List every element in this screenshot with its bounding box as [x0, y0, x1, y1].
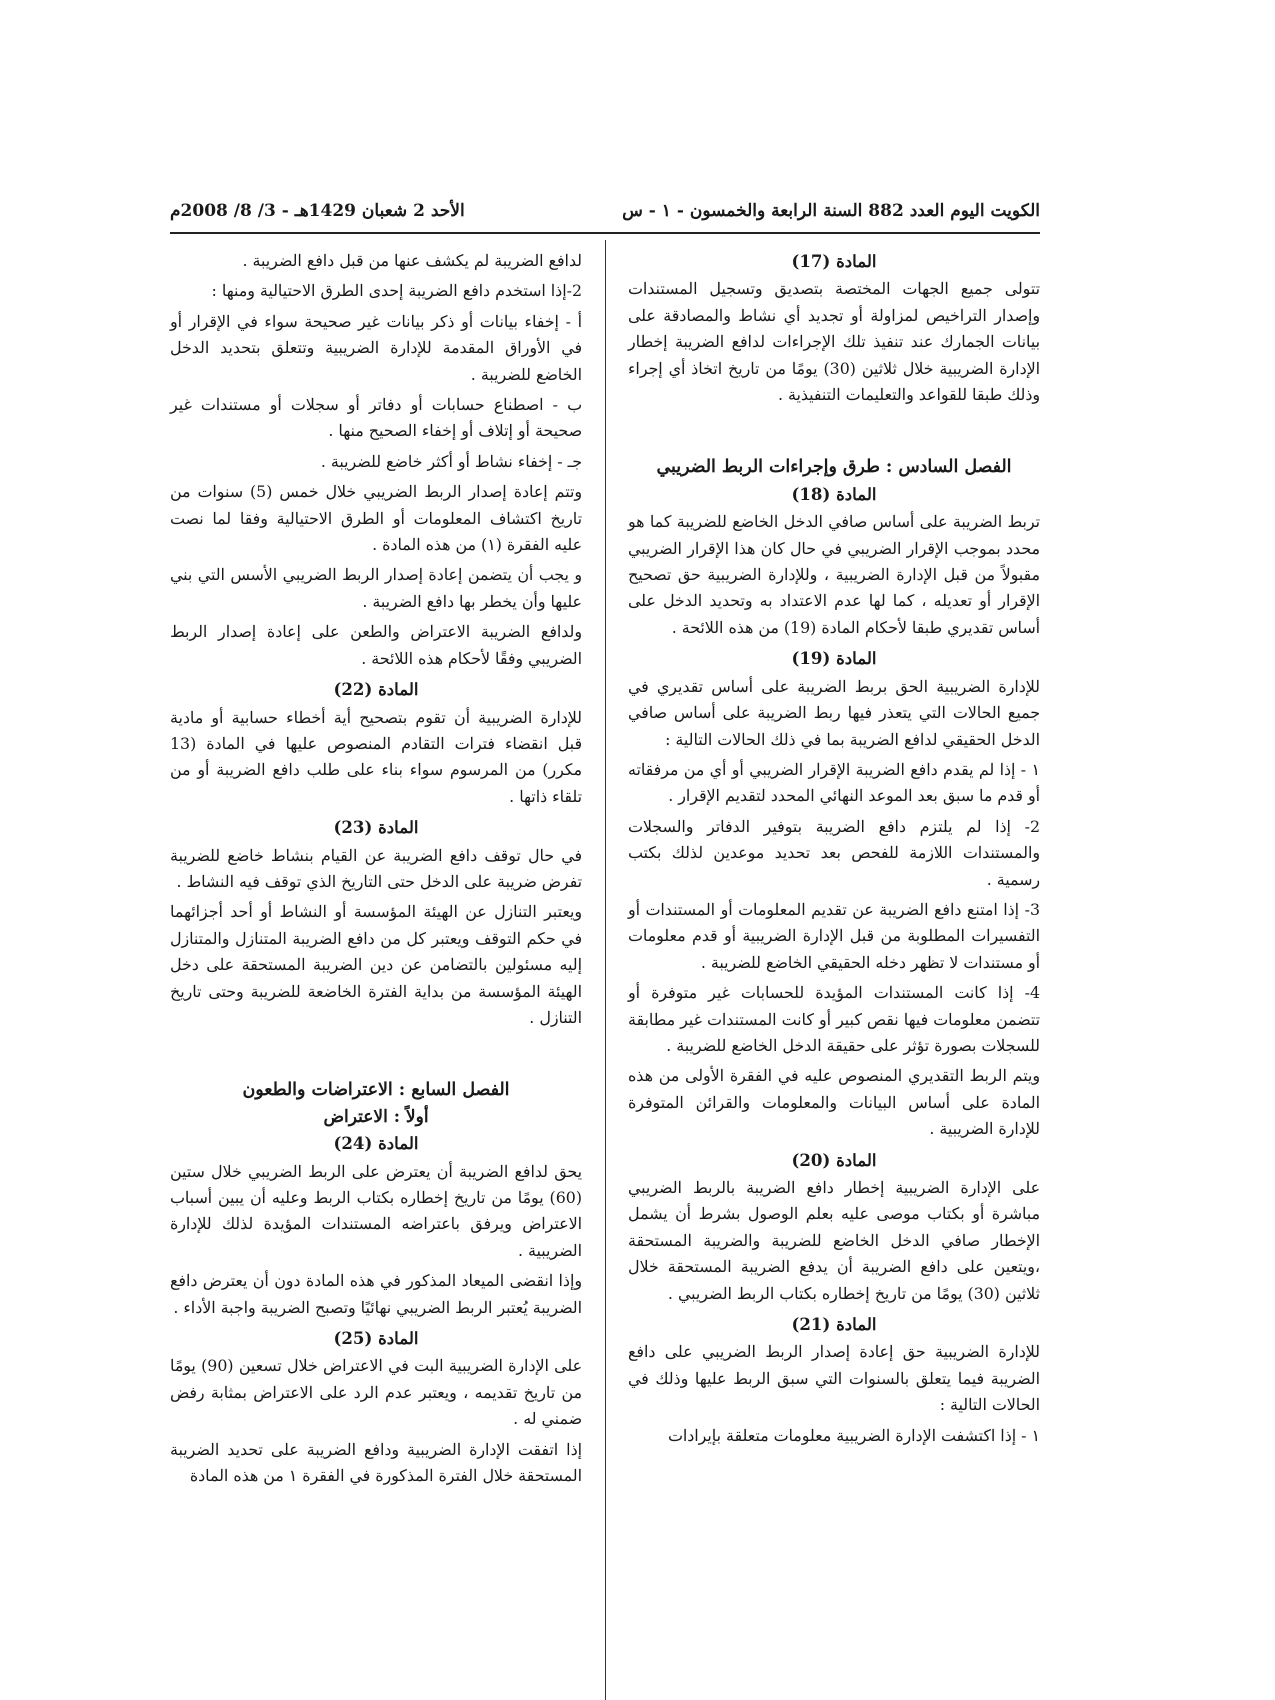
article-heading: المادة (19) [791, 648, 877, 669]
paragraph: وإذا انقضى الميعاد المذكور في هذه المادة دون أن يعترض دافع الضريبة يُعتبر الربط الضريبي نهائيًا وتصبح الضريبة واجبة الأداء . [170, 1271, 582, 1317]
article-heading: المادة (25) [333, 1328, 419, 1349]
article-heading: المادة (18) [791, 483, 877, 504]
paragraph: 3- إذا امتنع دافع الضريبة عن تقديم المعلومات أو المستندات أو التفسيرات المطلوبة من قبل الإدارة الضريبية أو قدم معلومات أو مستندات لا تظهر دخله الحقيقي الخاضع للضريبة . [628, 899, 1040, 972]
article-heading: المادة (22) [333, 679, 419, 700]
running-header [170, 196, 1040, 226]
paragraph: ولدافع الضريبة الاعتراض والطعن على إعادة إصدار الربط الضريبي وفقًا لأحكام هذه اللائحة . [170, 622, 582, 668]
column-divider [605, 240, 606, 1700]
section-gap [170, 1035, 582, 1069]
paragraph: تربط الضريبة على أساس صافي الدخل الخاضع للضريبة كما هو محدد بموجب الإقرار الضريبي في حال كان هذا الإقرار الضريبي مقبولاً من قبل الإدارة الضريبية ، وللإدارة الضريبية حق تصحيح الإقرار أو تعديله ، كما لها عدم الاعتداد به وتحديد الدخل على أساس تقديري طبقا لأحكام المادة (19) من هذه اللائحة . [628, 512, 1040, 637]
paragraph: جـ - إخفاء نشاط أو أكثر خاضع للضريبة . [320, 451, 582, 471]
article-heading: المادة (21) [791, 1314, 877, 1335]
paragraph: للإدارة الضريبية حق إعادة إصدار الربط الضريبي على دافع الضريبة فيما يتعلق بالسنوات التي سبق الربط عليها وذلك في الحالات التالية : [628, 1342, 1040, 1415]
paragraph: 4- إذا كانت المستندات المؤيدة للحسابات غير متوفرة أو تتضمن معلومات فيها نقص كبير أو كانت المستندات غير مطابقة للسجلات بصورة تؤثر على حقيقة الدخل الخاضع للضريبة . [628, 983, 1040, 1055]
paragraph: للإدارة الضريبية أن تقوم بتصحيح أية أخطاء حسابية أو مادية قبل انقضاء فترات التقادم المنصوص عليها في المادة (13 مكرر) من المرسوم سواء بناء على طلب دافع الضريبة أو من تلقاء ذاتها . [170, 707, 582, 806]
header-left-text: الأحد 2 شعبان 1429هـ - 3/ 8/ 2008م [170, 201, 465, 221]
paragraph: يحق لدافع الضريبة أن يعترض على الربط الضريبي خلال ستين (60) يومًا من تاريخ إخطاره بكتاب الربط وعليه أن يبين أسباب الاعتراض ويرفق باعتراضه المستندات المؤيدة لذلك للإدارة الضريبية . [170, 1161, 582, 1260]
section-gap [628, 412, 1040, 446]
paragraph: تتولى جميع الجهات المختصة بتصديق وتسجيل المستندات وإصدار التراخيص لمزاولة أو تجديد أي نشاط والمصادقة على بيانات الجمارك عند تنفيذ تلك الإجراءات لدافع الضريبة إخطار الإدارة الضريبية خلال ثلاثين (30) يومًا من تاريخ اتخاذ أي إجراء وذلك طبقا للقواعد والتعليمات التنفيذية . [628, 279, 1040, 405]
left-column [170, 248, 582, 1493]
paragraph: أ - إخفاء بيانات أو ذكر بيانات غير صحيحة سواء في الإقرار أو في الأوراق المقدمة للإدارة الضريبية وتتعلق بتحديد الدخل الخاضع للضريبة . [170, 311, 582, 384]
article-heading: المادة (20) [791, 1149, 877, 1170]
article-heading: المادة (17) [791, 251, 877, 271]
article-heading: المادة (23) [333, 817, 419, 838]
right-column [628, 248, 1040, 1453]
paragraph: ويتم الربط التقديري المنصوص عليه في الفقرة الأولى من هذه المادة على أساس البيانات والمعلومات والقرائن المتوفرة للإدارة الضريبية . [628, 1066, 1040, 1139]
paragraph: ١ - إذا لم يقدم دافع الضريبة الإقرار الضريبي أو أي من مرفقاته أو قدم ما سبق بعد الموعد النهائي المحدد لتقديم الإقرار . [628, 759, 1040, 806]
paragraph: و يجب أن يتضمن إعادة إصدار الربط الضريبي الأسس التي بني عليها وأن يخطر بها دافع الضريبة . [170, 565, 582, 611]
paragraph: ويعتبر التنازل عن الهيئة المؤسسة أو النشاط أو أحد أجزائهما في حكم التوقف ويعتبر كل من دافع الضريبة المتنازل والمتنازل إليه مسئولين بالتضامن عن دين الضريبة المستحقة على دخل الهيئة المؤسسة من بداية الفترة الخاضعة للضريبة وحتى تاريخ التنازل . [170, 902, 582, 1027]
paragraph: إذا اتفقت الإدارة الضريبية ودافع الضريبة على تحديد الضريبة المستحقة خلال الفترة المذكورة في الفقرة ١ من هذه المادة [170, 1439, 582, 1486]
sub-heading: أولاً : الاعتراض [323, 1106, 429, 1127]
paragraph: وتتم إعادة إصدار الربط الضريبي خلال خمس (5) سنوات من تاريخ اكتشاف المعلومات أو الطرق الاحتيالية وفقا لما نصت عليه الفقرة (١) من هذه المادة . [170, 482, 582, 555]
paragraph: 2-إذا استخدم دافع الضريبة إحدى الطرق الاحتيالية ومنها : [211, 281, 582, 301]
paragraph: في حال توقف دافع الضريبة عن القيام بنشاط خاضع للضريبة تفرض ضريبة على الدخل حتى التاريخ الذي توقف فيه النشاط . [170, 845, 582, 891]
chapter-heading: الفصل السادس : طرق وإجراءات الربط الضريبي [656, 457, 1012, 478]
header-right-text: الكويت اليوم العدد 882 السنة الرابعة والخمسون - ١ - س [622, 201, 1040, 221]
chapter-heading: الفصل السابع : الاعتراضات والطعون [242, 1080, 510, 1101]
paragraph: 2- إذا لم يلتزم دافع الضريبة بتوفير الدفاتر والسجلات والمستندات اللازمة للفحص بعد تحديد موعدين لذلك بكتب رسمية . [628, 816, 1040, 889]
article-heading: المادة (24) [333, 1133, 419, 1154]
paragraph: ١ - إذا اكتشفت الإدارة الضريبية معلومات متعلقة بإيرادات [668, 1425, 1040, 1445]
header-rule [170, 232, 1040, 234]
paragraph: لدافع الضريبة لم يكشف عنها من قبل دافع الضريبة . [242, 251, 582, 270]
paragraph: للإدارة الضريبية الحق بربط الضريبة على أساس تقديري في جميع الحالات التي يتعذر فيها ربط الضريبة على أساس صافي الدخل الحقيقي لدافع الضريبة بما في ذلك الحالات التالية : [628, 676, 1040, 749]
paragraph: على الإدارة الضريبية إخطار دافع الضريبة بالربط الضريبي مباشرة أو بكتاب موصى عليه بعلم الوصول بشرط أن يشمل الإخطار صافي الدخل الخاضع للضريبة والضريبة المستحقة ،ويتعين على دافع الضريبة أن يدفع الضريبة المستحقة خلال ثلاثين (30) يومًا من تاريخ إخطاره بكتاب الربط الضريبي . [628, 1178, 1040, 1303]
paragraph: ب - اصطناع حسابات أو دفاتر أو سجلات أو مستندات غير صحيحة أو إتلاف أو إخفاء الصحيح منها . [170, 395, 582, 441]
paragraph: على الإدارة الضريبية البت في الاعتراض خلال تسعين (90) يومًا من تاريخ تقديمه ، ويعتبر عدم الرد على الاعتراض بمثابة رفض ضمني له . [170, 1356, 582, 1429]
